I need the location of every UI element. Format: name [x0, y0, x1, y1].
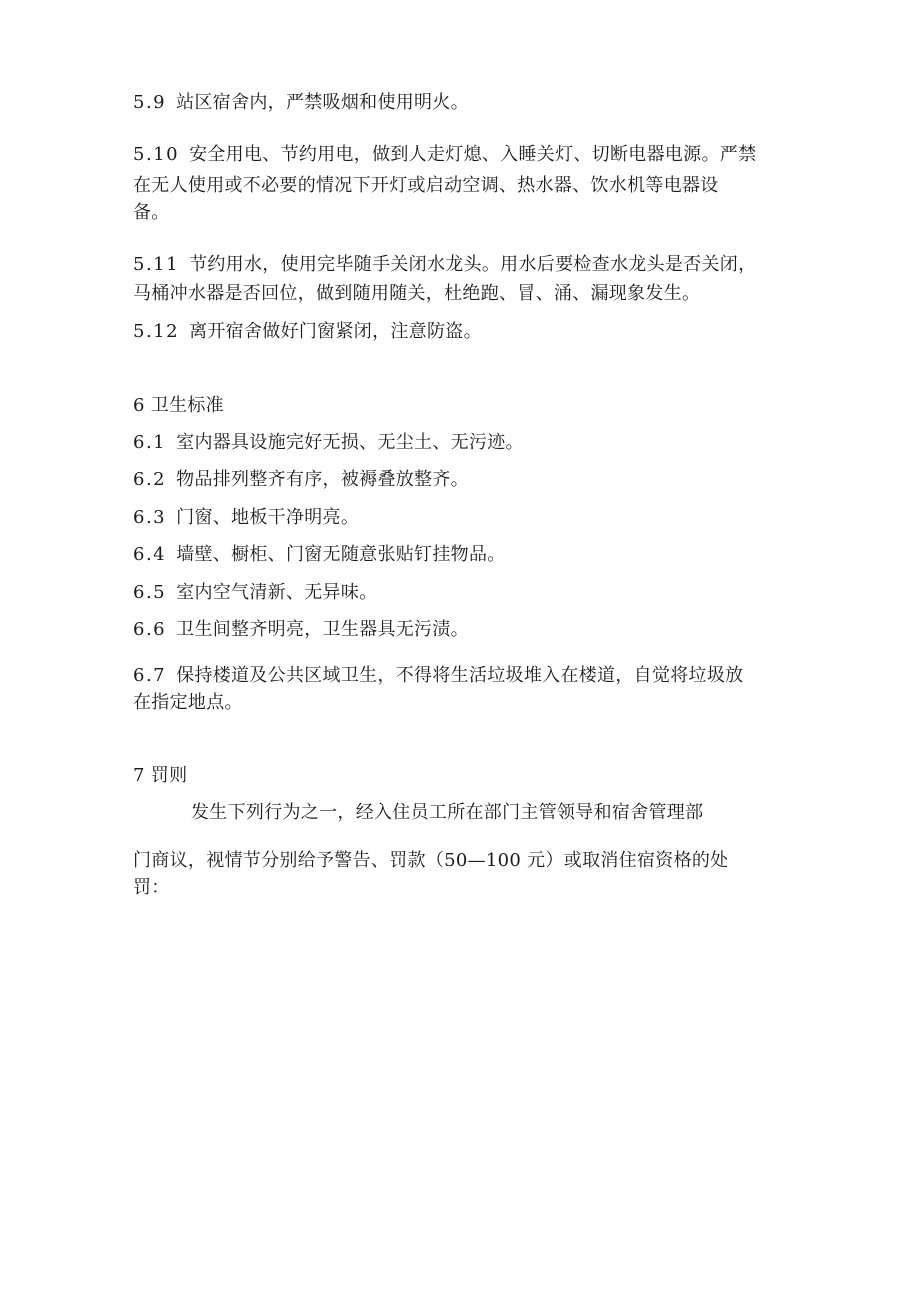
paragraph-text: 罚： [133, 877, 170, 898]
clause-6-1 [133, 432, 524, 454]
clause-number: 5.9 [133, 92, 167, 113]
clause-text: 保持楼道及公共区域卫生，不得将生活垃圾堆入在楼道，自觉将垃圾放 [176, 665, 744, 686]
clause-number: 5.12 [133, 321, 180, 342]
section-title: 7 罚则 [133, 765, 188, 786]
clause-6-5 [133, 582, 377, 604]
clause-number: 5.11 [133, 254, 180, 275]
section-heading-7 [133, 765, 187, 787]
clause-text: 站区宿舍内，严禁吸烟和使用明火。 [176, 92, 469, 113]
clause-text: 墙壁、橱柜、门窗无随意张贴钉挂物品。 [176, 544, 506, 565]
clause-text: 物品排列整齐有序，被褥叠放整齐。 [176, 469, 469, 490]
clause-number: 6.3 [133, 507, 167, 528]
clause-6-2 [133, 469, 469, 491]
clause-number: 6.5 [133, 582, 167, 603]
paragraph-text: 门商议，视情节分别给予警告、罚款（50—100 元）或取消住宿资格的处 [133, 850, 729, 871]
clause-6-3 [133, 507, 359, 529]
clause-text: 卫生间整齐明亮，卫生器具无污渍。 [176, 619, 469, 640]
clause-text: 节约用水，使用完毕随手关闭水龙头。用水后要检查水龙头是否关闭， [189, 254, 757, 275]
clause-number: 6.7 [133, 665, 167, 686]
penalty-paragraph-continued [133, 850, 728, 872]
clause-number: 6.4 [133, 544, 167, 565]
clause-text: 室内空气清新、无异味。 [176, 582, 378, 603]
clause-number: 5.10 [133, 144, 180, 165]
clause-6-7 [133, 665, 743, 687]
section-heading-6 [133, 395, 224, 417]
clause-text: 在指定地点。 [133, 692, 243, 713]
clause-text: 室内器具设施完好无损、无尘土、无污迹。 [176, 432, 524, 453]
paragraph-text: 发生下列行为之一，经入住员工所在部门主管领导和宿舍管理部 [191, 802, 704, 823]
clause-text: 马桶冲水器是否回位，做到随用随关，杜绝跑、冒、涌、漏现象发生。 [133, 283, 701, 304]
clause-5-10-continued [133, 175, 719, 197]
section-title: 6 卫生标准 [133, 395, 224, 416]
clause-text: 安全用电、节约用电，做到人走灯熄、入睡关灯、切断电器电源。严禁 [189, 144, 757, 165]
clause-number: 6.2 [133, 469, 167, 490]
clause-text: 在无人使用或不必要的情况下开灯或启动空调、热水器、饮水机等电器设 [133, 175, 719, 196]
clause-6-7-continued [133, 692, 243, 714]
clause-text: 备。 [133, 202, 170, 223]
clause-number: 6.1 [133, 432, 167, 453]
penalty-paragraph [191, 802, 703, 824]
clause-text: 门窗、地板干净明亮。 [176, 507, 360, 528]
clause-5-10 [133, 144, 756, 166]
clause-5-10-continued [133, 202, 170, 224]
clause-5-9 [133, 92, 469, 114]
clause-5-12 [133, 321, 482, 343]
clause-5-11-continued [133, 283, 700, 305]
penalty-paragraph-continued [133, 877, 170, 899]
clause-text: 离开宿舍做好门窗紧闭，注意防盗。 [189, 321, 482, 342]
clause-5-11 [133, 254, 756, 276]
clause-6-4 [133, 544, 506, 566]
clause-number: 6.6 [133, 619, 167, 640]
clause-6-6 [133, 619, 469, 641]
